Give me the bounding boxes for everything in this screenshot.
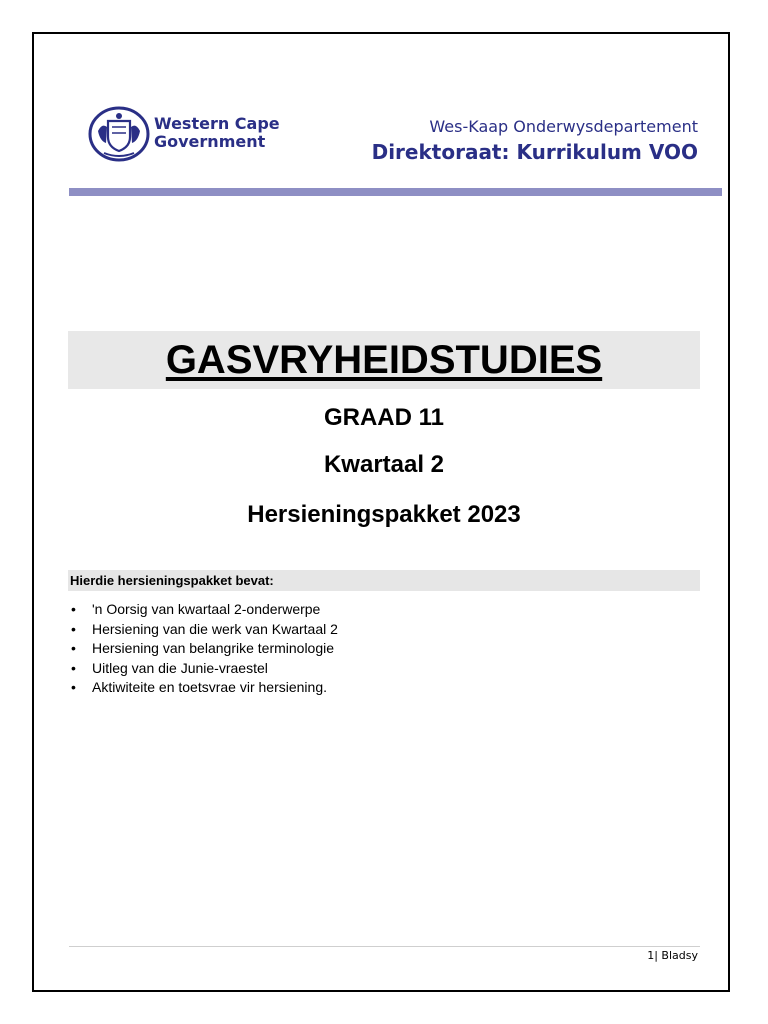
bullet-icon: •	[71, 620, 76, 637]
list-item	[68, 678, 338, 698]
subject-title: GASVRYHEIDSTUDIES	[165, 338, 603, 382]
department-name: Wes-Kaap Onderwysdepartement	[429, 117, 698, 136]
list-item-text: Uitleg van die Junie-vraestel	[92, 659, 268, 676]
list-item-text: Aktiwiteite en toetsvrae vir hersiening.	[92, 679, 327, 695]
logo-line-2: Government	[154, 132, 266, 151]
list-item	[68, 639, 338, 659]
revision-pack-heading: Hersieningspakket 2023	[247, 501, 521, 528]
page-number: 1| Bladsy	[647, 949, 698, 962]
header-divider	[69, 188, 722, 196]
logo-line-1: Western Cape	[154, 114, 280, 133]
western-cape-government-logo	[88, 103, 293, 165]
contents-heading: Hierdie hersieningspakket bevat:	[70, 573, 274, 588]
logo-wordmark	[154, 115, 280, 151]
contents-list	[68, 600, 338, 698]
directorate-name: Direktoraat: Kurrikulum VOO	[371, 140, 698, 164]
bullet-icon: •	[71, 659, 76, 676]
grade-heading: GRAAD 11	[323, 404, 445, 431]
list-item	[68, 659, 338, 679]
list-item-text: Hersiening van belangrike terminologie	[92, 640, 335, 656]
term-heading: Kwartaal 2	[323, 451, 445, 478]
bullet-icon: •	[71, 640, 76, 656]
list-item	[68, 600, 338, 620]
footer-divider	[69, 946, 700, 947]
list-item-text: 'n Oorsig van kwartaal 2-onderwerpe	[92, 601, 321, 617]
coat-of-arms-icon	[88, 103, 150, 165]
list-item	[68, 620, 338, 640]
bullet-icon: •	[71, 601, 76, 617]
department-heading	[372, 116, 698, 166]
list-item-text: Hersiening van die werk van Kwartaal 2	[92, 620, 338, 637]
bullet-icon: •	[71, 679, 76, 695]
